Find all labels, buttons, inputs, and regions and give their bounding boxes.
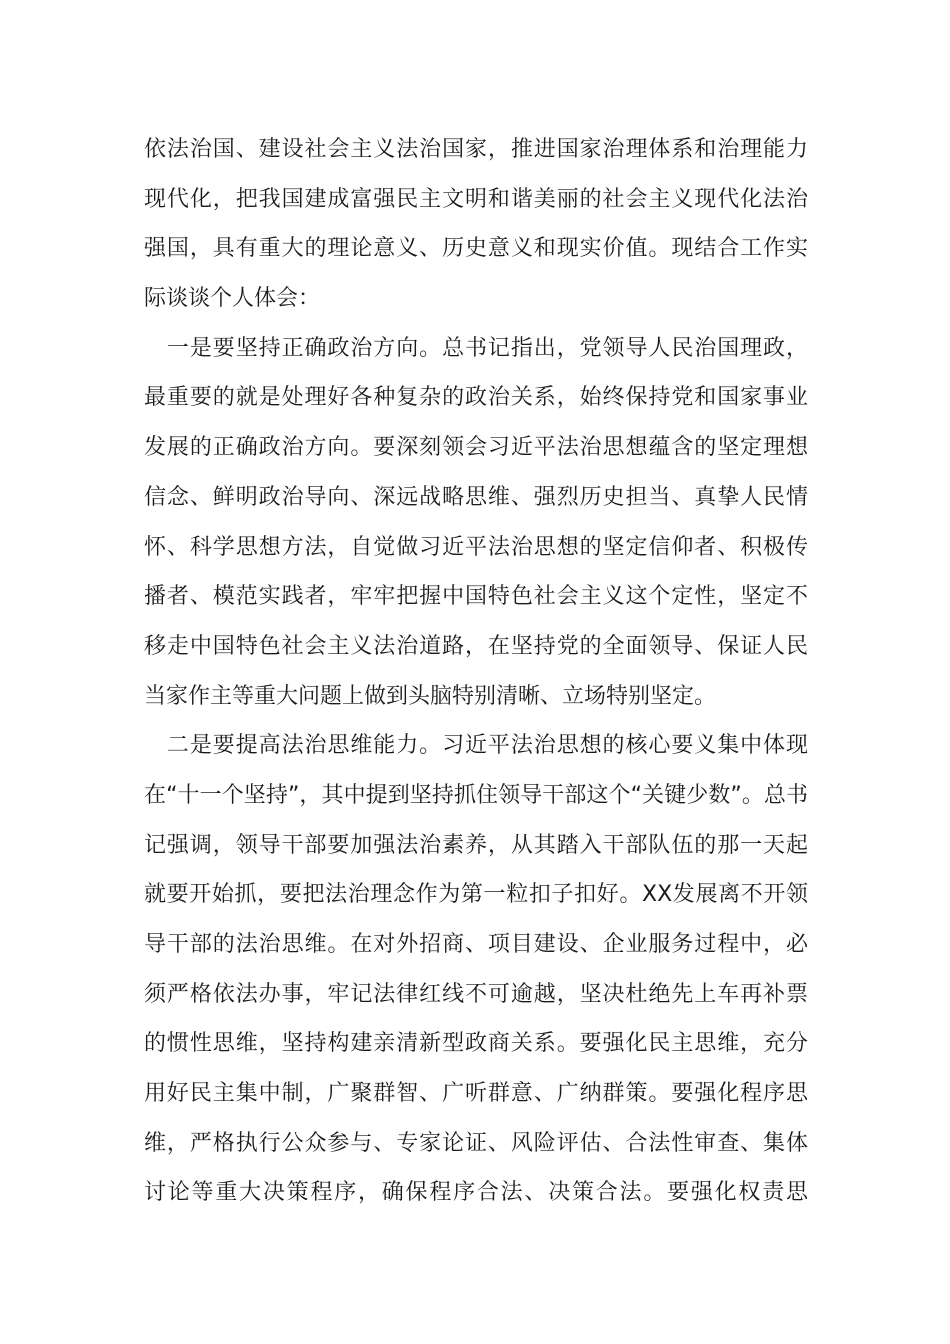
text-line: 发展的正确政治方向。要深刻领会习近平法治思想蕴含的坚定理想 — [144, 435, 808, 461]
text-line: 讨论等重大决策程序，确保程序合法、决策合法。要强化权责思 — [144, 1180, 808, 1206]
text-line: 就要开始抓，要把法治理念作为第一粒扣子扣好。XX发展离不开领 — [144, 882, 808, 908]
text-line: 当家作主等重大问题上做到头脑特别清晰、立场特别坚定。 — [144, 683, 717, 709]
text-line: 依法治国、建设社会主义法治国家，推进国家治理体系和治理能力 — [144, 137, 808, 162]
text-line: 用好民主集中制，广聚群智、广听群意、广纳群策。要强化程序思 — [144, 1081, 808, 1107]
text-line: 一是要坚持正确政治方向。总书记指出，党领导人民治国理政， — [144, 335, 808, 361]
text-line: 维，严格执行公众参与、专家论证、风险评估、合法性审查、集体 — [144, 1130, 808, 1156]
text-line: 信念、鲜明政治导向、深远战略思维、强烈历史担当、真挚人民情 — [144, 484, 808, 510]
text-line: 二是要提高法治思维能力。习近平法治思想的核心要义集中体现 — [144, 733, 808, 759]
text-line: 记强调，领导干部要加强法治素养，从其踏入干部队伍的那一天起 — [144, 832, 808, 858]
text-line: 现代化，把我国建成富强民主文明和谐美丽的社会主义现代化法治 — [144, 186, 808, 212]
text-line: 在“十一个坚持”，其中提到坚持抓住领导干部这个“关键少数”。总书 — [144, 782, 808, 808]
text-line: 播者、模范实践者，牢牢把握中国特色社会主义这个定性，坚定不 — [144, 584, 808, 610]
text-line: 强国，具有重大的理论意义、历史意义和现实价值。现结合工作实 — [144, 236, 808, 262]
text-line: 怀、科学思想方法，自觉做习近平法治思想的坚定信仰者、积极传 — [144, 534, 808, 560]
text-line: 最重要的就是处理好各种复杂的政治关系，始终保持党和国家事业 — [144, 385, 808, 411]
text-line: 的惯性思维，坚持构建亲清新型政商关系。要强化民主思维，充分 — [144, 1031, 808, 1057]
text-line: 际谈谈个人体会： — [144, 286, 321, 312]
body-text — [144, 125, 808, 1218]
text-line: 导干部的法治思维。在对外招商、项目建设、企业服务过程中，必 — [144, 932, 808, 957]
text-line: 移走中国特色社会主义法治道路，在坚持党的全面领导、保证人民 — [144, 633, 808, 659]
text-line: 须严格依法办事，牢记法律红线不可逾越，坚决杜绝先上车再补票 — [144, 981, 808, 1007]
